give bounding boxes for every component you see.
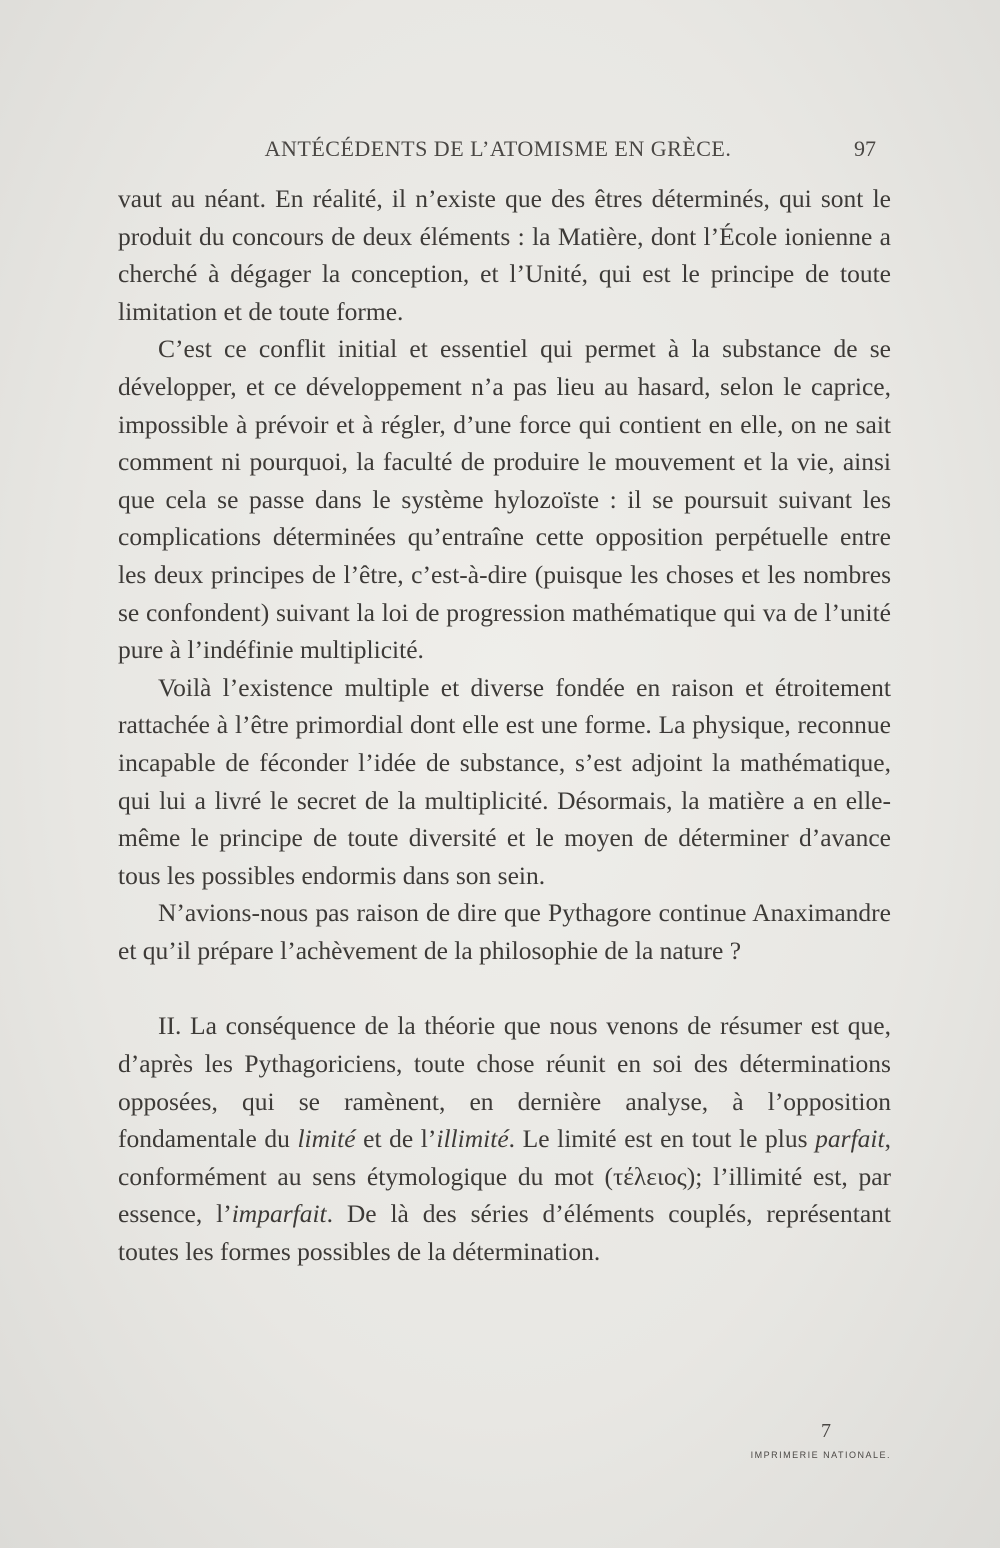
page-number: 97 [854,136,876,161]
paragraph-continuation: vaut au néant. En réalité, il n’existe que des êtres déterminés, qui sont le produit du concours de deux éléments : la Matière, dont l’École ionienne a cherché à dégager la conception, et l’Unité, qui est le principe de toute limitation et de toute forme. [118,184,891,326]
text-run: . De là des séries d’éléments couplés, représentant toutes les formes possibles de la détermination. [118,1199,891,1267]
page-header [118,130,878,166]
printer-imprint: IMPRIMERIE NATIONALE. [750,1450,891,1460]
paragraph-section-ii [118,1007,891,1270]
text-run: , conformément au sens étymologique du mot (τέλειος); l’illimité est, par essence, l’ [118,1124,891,1229]
text-run: et de l’ [355,1124,437,1154]
text-run: . Le limité est en tout le plus [508,1124,816,1154]
running-head: ANTÉCÉDENTS DE L’ATOMISME EN GRÈCE. [264,136,732,161]
italic-imparfait: imparfait [231,1199,327,1229]
body-text [118,180,891,1271]
italic-limite: limité [297,1124,356,1154]
paragraph-pythagore: N’avions-nous pas raison de dire que Pythagore continue Anaximandre et qu’il prépare l’achèvement de la philosophie de la nature ? [118,898,891,965]
paragraph-existence: Voilà l’existence multiple et diverse fondée en raison et étroitement rattachée à l’être primordial dont elle est une forme. La physique, reconnue incapable de féconder l’idée de substance, s’est adjoint la mathématique, qui lui a livré le secret de la multiplicité. Désormais, la matière a en elle-même le principe de toute diversité et le moyen de déterminer d’avance tous les possibles endormis dans son sein. [118,672,891,890]
text-run: II. La conséquence de la théorie que nous venons de résumer est que, d’après les Pythagoriciens, toute chose réunit en soi des déterminations opposées, qui se ramènent, en dernière analyse, à l’opposition fondamentale du [118,1011,891,1154]
paragraph-conflict: C’est ce conflit initial et essentiel qui permet à la substance de se développer, et ce développement n’a pas lieu au hasard, selon le caprice, impossible à prévoir et à régler, d’une force qui contient en elle, on ne sait comment ni pourquoi, la faculté de produire le mouvement et la vie, ainsi que cela se passe dans le système hylozoïste : il se poursuit suivant les complications déterminées qu’entraîne cette opposition perpétuelle entre les deux principes de l’être, c’est-à-dire (puisque les choses et les nombres se confondent) suivant la loi de progression mathématique qui va de l’unité pure à l’indéfinie multiplicité. [118,334,891,665]
italic-parfait: parfait [815,1124,885,1154]
italic-illimite: illimité [436,1124,509,1154]
signature-mark: 7 [821,1420,831,1442]
page-footer [118,1420,891,1480]
